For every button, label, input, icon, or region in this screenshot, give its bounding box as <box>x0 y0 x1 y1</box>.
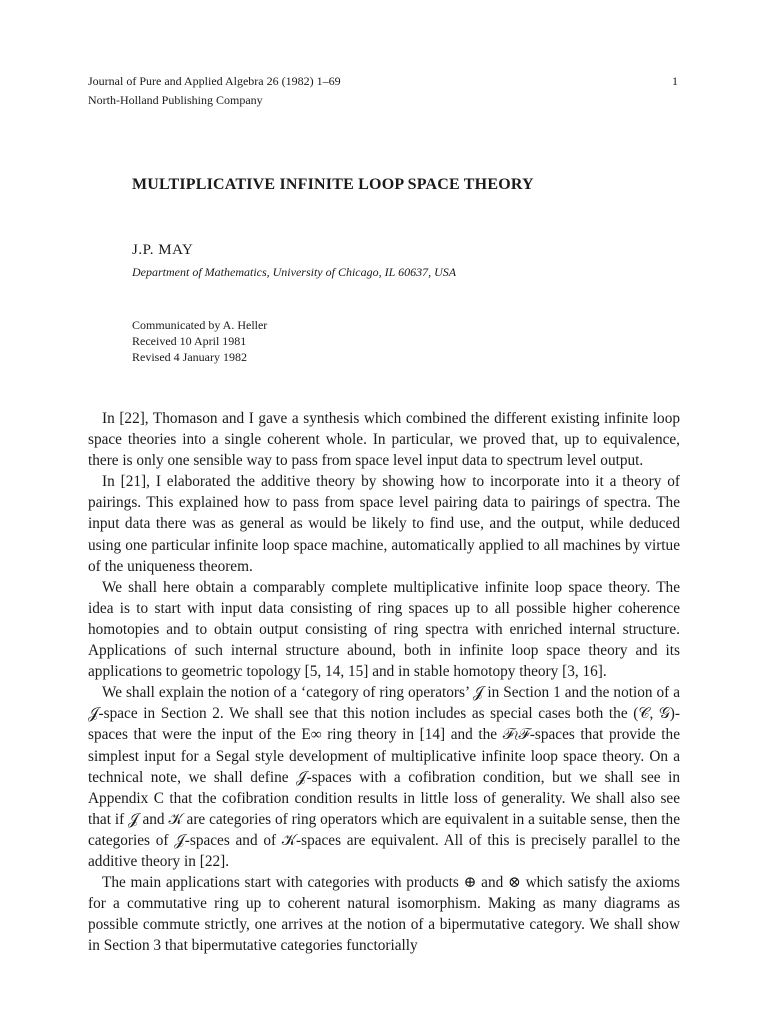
paragraph: In [22], Thomason and I gave a synthesis which combined the different existing infinite loop space theories into a single coherent whole. In particular, we proved that, up to equivalence, there is only one sensible way to pass from space level input data to spectrum level output. <box>88 410 680 470</box>
communication-info <box>132 317 267 365</box>
paragraph: The main applications start with categories with products ⊕ and ⊗ which satisfy the axioms for a commutative ring up to coherent natural isomorphism. Making as many diagrams as possible commute strictly, one arrives at the notion of a bipermutative category. We shall show in Section 3 that bipermutative categories functorially <box>88 874 680 955</box>
publisher-name: North-Holland Publishing Company <box>88 93 263 107</box>
communicated-by: Communicated by A. Heller <box>132 318 268 332</box>
paragraph: In [21], I elaborated the additive theory by showing how to incorporate into it a theory of pairings. This explained how to pass from space level pairing data to pairings of spectra. The input data there was as general as would be likely to find use, and the output, while deduced using one particular infinite loop space machine, automatically applied to all machines by virtue of the uniqueness theorem. <box>88 473 680 575</box>
received-date: Received 10 April 1981 <box>132 334 247 348</box>
paragraph: We shall here obtain a comparably complete multiplicative infinite loop space theory. The idea is to start with input data consisting of ring spaces up to all possible higher coherence homotopies and to obtain output consisting of ring spectra with enriched internal structure. Applications of such internal structure abound, both in infinite loop space theory and its applications to geometric topology [5, 14, 15] and in stable homotopy theory [3, 16]. <box>88 578 680 681</box>
paragraph: We shall explain the notion of a ‘category of ring operators’ 𝒥 in Section 1 and the notion of a 𝒥-space in Section 2. We shall see that this notion includes as special cases both the (𝒞, 𝒢)-spaces that were the input of the E∞ ring theory in [14] and the ℱ≀ℱ-spaces that provide the simplest input for a Segal style development of multiplicative infinite loop space theory. On a technical note, we shall define 𝒥-spaces with a cofibration condition, but we shall see in Appendix C that the cofibration condition results in little loss of generality. We shall also see that if 𝒥 and 𝒦 are categories of ring operators which are equivalent in a suitable sense, then the categories of 𝒥-spaces and of 𝒦-spaces are equivalent. All of this is precisely parallel to the additive theory in [22]. <box>88 684 680 870</box>
author-name: J.P. MAY <box>132 242 194 258</box>
body-text <box>88 408 680 956</box>
journal-header <box>88 72 682 110</box>
paper-title: MULTIPLICATIVE INFINITE LOOP SPACE THEORY <box>132 176 534 193</box>
page-number: 1 <box>672 74 678 88</box>
author-affiliation: Department of Mathematics, University of Chicago, IL 60637, USA <box>132 265 457 279</box>
journal-citation: Journal of Pure and Applied Algebra 26 (1982) 1–69 <box>88 74 341 88</box>
revised-date: Revised 4 January 1982 <box>132 350 247 364</box>
